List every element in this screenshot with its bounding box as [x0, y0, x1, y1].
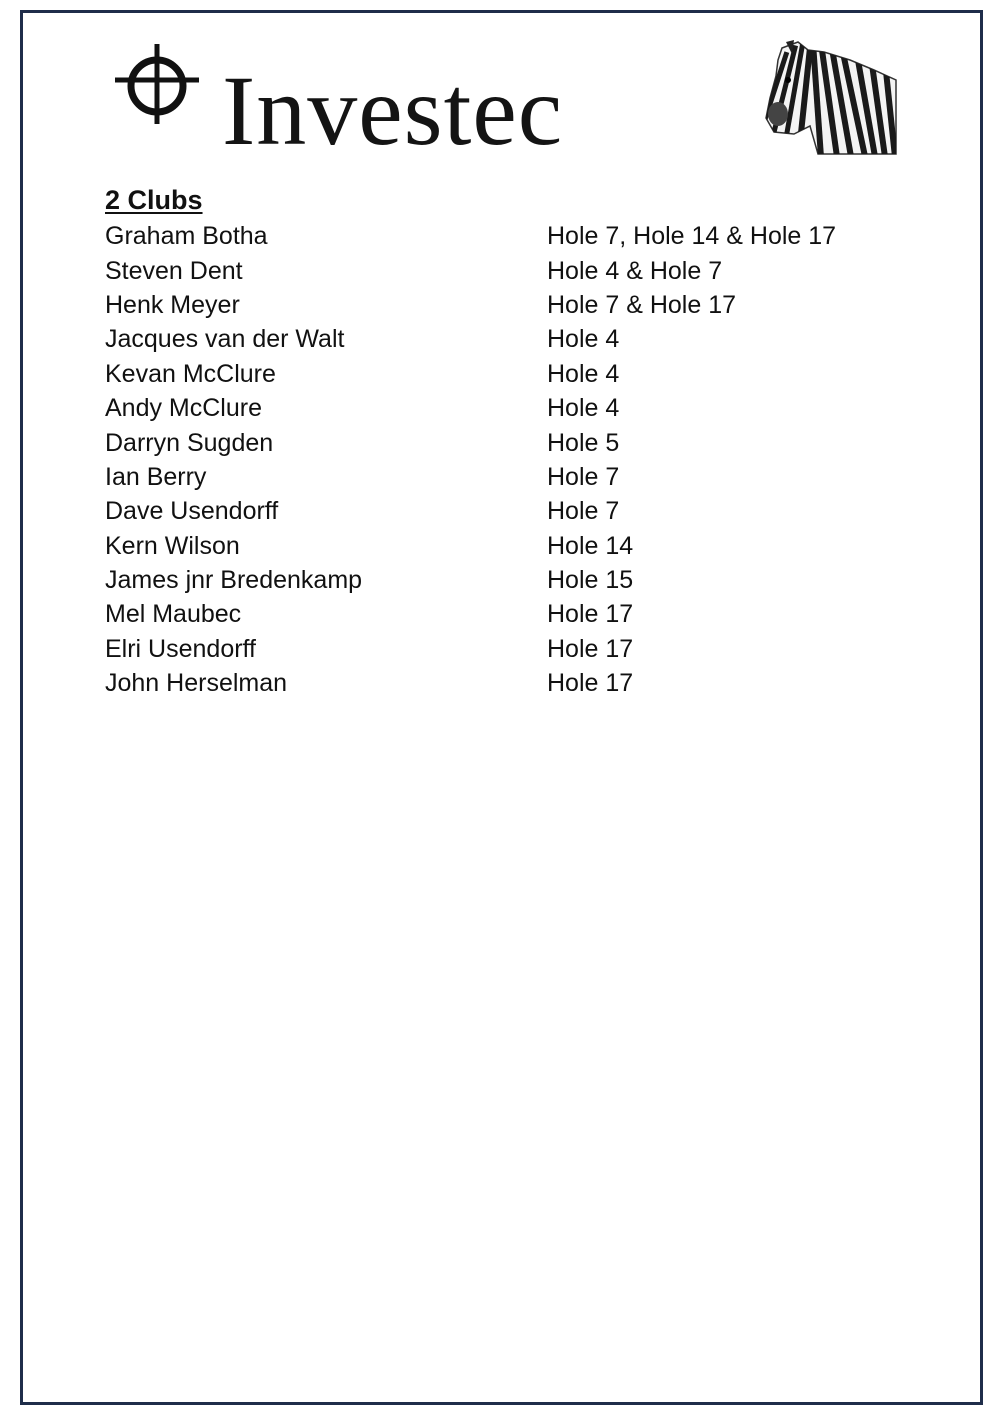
list-item [105, 288, 925, 322]
player-holes: Hole 4 [547, 325, 620, 354]
player-name: Darryn Sugden [105, 428, 274, 457]
player-name: Andy McClure [105, 394, 262, 423]
player-holes: Hole 17 [547, 600, 634, 629]
list-item [105, 322, 925, 356]
player-holes: Hole 7 & Hole 17 [547, 290, 737, 319]
list-item [105, 391, 925, 425]
player-name: Graham Botha [105, 222, 268, 251]
player-holes: Hole 15 [547, 566, 634, 595]
player-holes: Hole 4 & Hole 7 [547, 256, 723, 285]
player-holes: Hole 17 [547, 634, 634, 663]
player-holes: Hole 17 [547, 669, 634, 698]
player-name: Steven Dent [105, 256, 243, 285]
player-holes: Hole 14 [547, 531, 634, 560]
player-name: Kevan McClure [105, 359, 276, 388]
player-name: Henk Meyer [105, 290, 240, 319]
player-holes: Hole 5 [547, 428, 620, 457]
crosshair-icon [113, 42, 201, 126]
list-item [105, 563, 925, 597]
list-item [105, 494, 925, 528]
player-name: James jnr Bredenkamp [105, 566, 363, 595]
player-name: John Herselman [105, 669, 288, 698]
player-name: Jacques van der Walt [105, 325, 345, 354]
entries-list [105, 219, 925, 700]
list-item [105, 253, 925, 287]
list-item [105, 460, 925, 494]
list-item [105, 529, 925, 563]
player-name: Dave Usendorff [105, 497, 279, 526]
list-item [105, 357, 925, 391]
player-holes: Hole 7, Hole 14 & Hole 17 [547, 222, 837, 251]
brand-logo-text: Investec [222, 55, 564, 166]
player-holes: Hole 4 [547, 394, 620, 423]
list-item [105, 597, 925, 631]
section-title: 2 Clubs [105, 185, 203, 215]
list-item [105, 219, 925, 253]
player-name: Mel Maubec [105, 600, 242, 629]
player-holes: Hole 4 [547, 359, 620, 388]
player-name: Ian Berry [105, 462, 207, 491]
player-name: Kern Wilson [105, 531, 240, 560]
list-item [105, 632, 925, 666]
player-holes: Hole 7 [547, 462, 620, 491]
list-item [105, 666, 925, 700]
player-name: Elri Usendorff [105, 634, 256, 663]
list-item [105, 425, 925, 459]
player-holes: Hole 7 [547, 497, 620, 526]
zebra-image [764, 40, 898, 158]
